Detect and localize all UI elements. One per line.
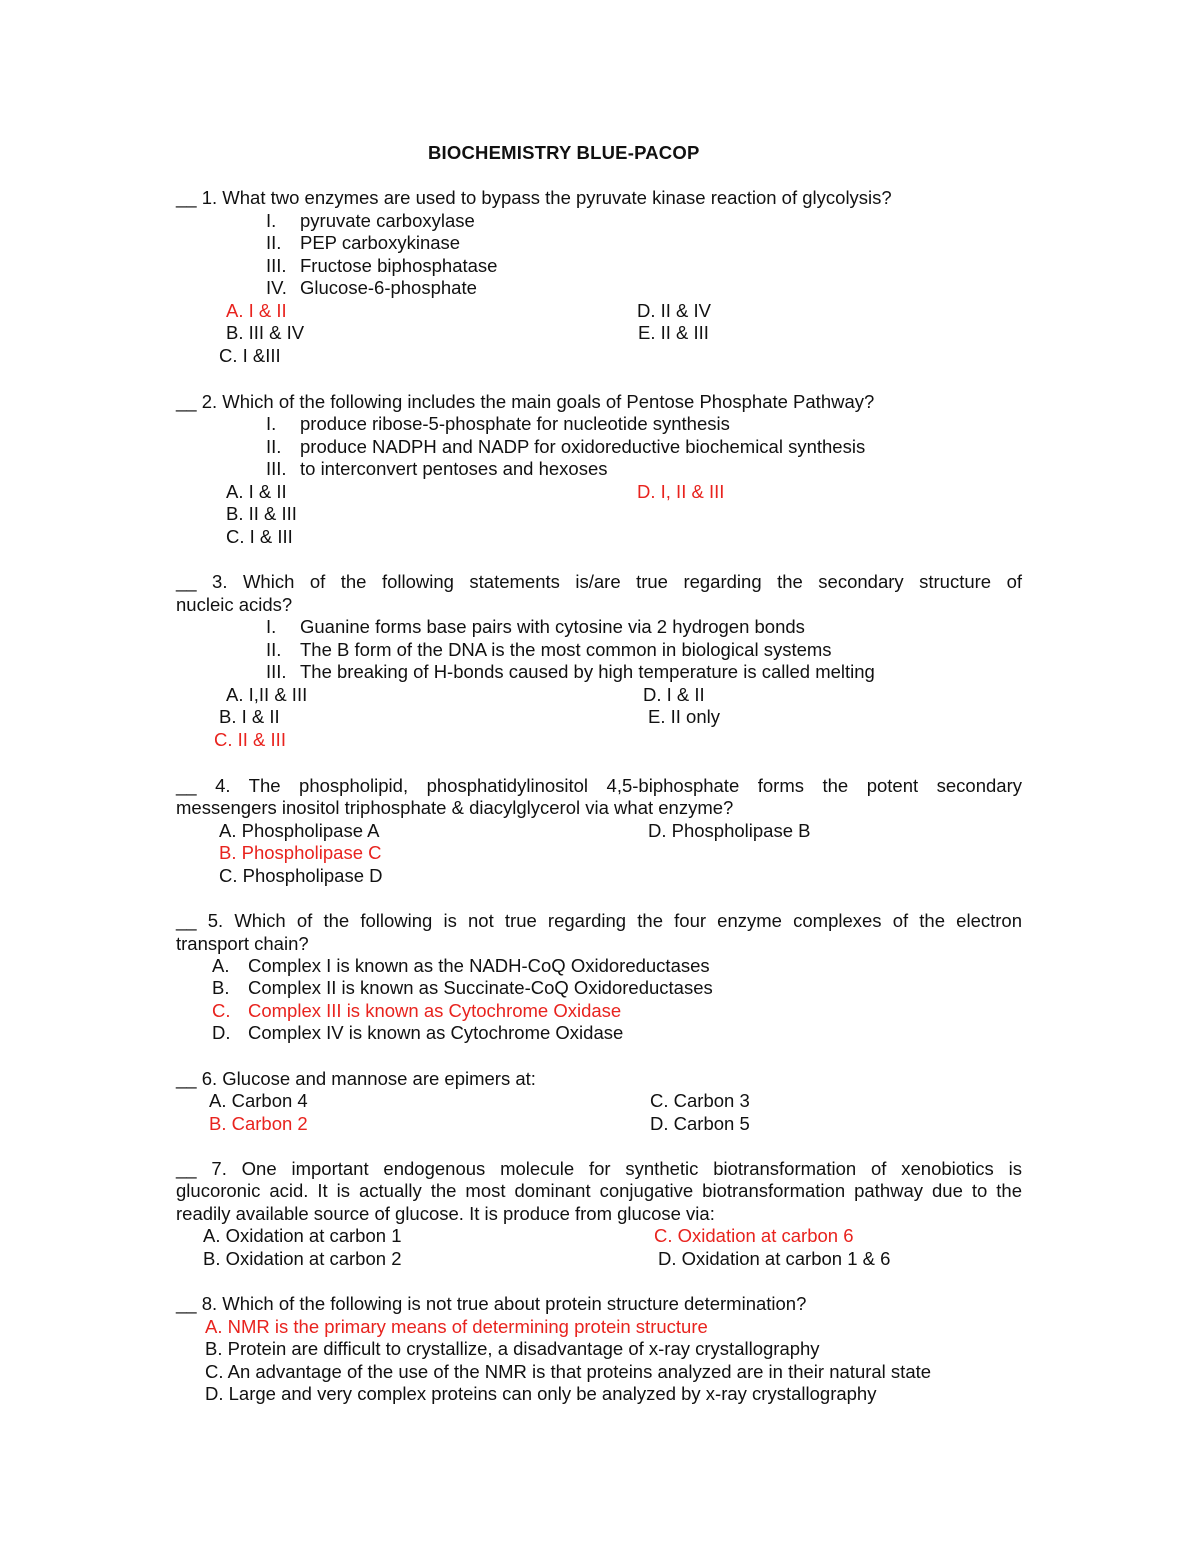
answer-choice: B. Oxidation at carbon 2: [203, 1248, 402, 1269]
answer-choice-correct: A. I & II: [226, 300, 287, 321]
roman-numeral: IV.: [266, 277, 287, 298]
option-text: Complex II is known as Succinate-CoQ Oxidoreductases: [248, 977, 713, 998]
answer-choice: C. Carbon 3: [650, 1090, 750, 1111]
question-4-text-line: messengers inositol triphosphate & diacylglycerol via what enzyme?: [176, 797, 734, 818]
answer-choice: C. I &III: [219, 345, 281, 366]
answer-choice: E. II only: [648, 706, 720, 727]
question-3-item: [266, 661, 875, 683]
answer-option: B. Protein are difficult to crystallize, a disadvantage of x-ray crystallography: [205, 1338, 820, 1359]
answer-choice: D. II & IV: [637, 300, 712, 321]
option-letter: C.: [212, 1000, 231, 1021]
answer-choice: A. I,II & III: [226, 684, 308, 705]
answer-choice: D. Phospholipase B: [648, 820, 811, 841]
roman-numeral: II.: [266, 232, 282, 253]
question-3-item: [266, 639, 832, 661]
option-text: Complex I is known as the NADH-CoQ Oxidoreductases: [248, 955, 710, 976]
question-7-text-line: __ 7. One important endogenous molecule for synthetic biotransformation of xenobiotics is: [176, 1158, 1022, 1179]
roman-numeral: II.: [266, 639, 282, 660]
answer-choice-correct: C. Oxidation at carbon 6: [654, 1225, 854, 1246]
item-text: The B form of the DNA is the most common in biological systems: [300, 639, 832, 660]
question-3-text-line: nucleic acids?: [176, 594, 293, 615]
question-2-item: [266, 413, 730, 435]
roman-numeral: III.: [266, 255, 287, 276]
option-letter: D.: [212, 1022, 231, 1043]
question-1-item: [266, 232, 460, 254]
answer-choice-correct: D. I, II & III: [637, 481, 725, 502]
option-letter: B.: [212, 977, 230, 998]
answer-choice: D. I & II: [643, 684, 705, 705]
item-text: produce NADPH and NADP for oxidoreductive biochemical synthesis: [300, 436, 866, 457]
question-8-text: __ 8. Which of the following is not true about protein structure determination?: [176, 1293, 807, 1314]
answer-choice: A. Oxidation at carbon 1: [203, 1225, 402, 1246]
question-5-text-line: __ 5. Which of the following is not true regarding the four enzyme complexes of the electron: [176, 910, 1022, 931]
question-3-text-line: __ 3. Which of the following statements is/are true regarding the secondary structure of: [176, 571, 1022, 592]
answer-option-correct: A. NMR is the primary means of determining protein structure: [205, 1316, 708, 1337]
answer-choice: A. I & II: [226, 481, 287, 502]
answer-choice: D. Oxidation at carbon 1 & 6: [658, 1248, 891, 1269]
item-text: Guanine forms base pairs with cytosine via 2 hydrogen bonds: [300, 616, 805, 637]
item-text: PEP carboxykinase: [300, 232, 461, 253]
question-1-item: [266, 277, 477, 299]
answer-option: D. Large and very complex proteins can only be analyzed by x-ray crystallography: [205, 1383, 877, 1404]
roman-numeral: I.: [266, 616, 277, 637]
question-1-item: [266, 255, 497, 277]
option-text: Complex IV is known as Cytochrome Oxidase: [248, 1022, 624, 1043]
page-title: BIOCHEMISTRY BLUE-PACOP: [428, 142, 700, 163]
answer-choice: C. Phospholipase D: [219, 865, 383, 886]
question-1-text: __ 1. What two enzymes are used to bypass the pyruvate kinase reaction of glycolysis?: [176, 187, 892, 208]
roman-numeral: III.: [266, 661, 287, 682]
roman-numeral: I.: [266, 210, 277, 231]
answer-choice: C. I & III: [226, 526, 293, 547]
roman-numeral: I.: [266, 413, 277, 434]
question-2-item: [266, 436, 865, 458]
item-text: to interconvert pentoses and hexoses: [300, 458, 608, 479]
answer-choice-correct: B. Phospholipase C: [219, 842, 382, 863]
item-text: pyruvate carboxylase: [300, 210, 475, 231]
question-4-text-line: __ 4. The phospholipid, phosphatidylinositol 4,5-biphosphate forms the potent secondary: [176, 775, 1022, 796]
item-text: Fructose biphosphatase: [300, 255, 498, 276]
question-5-text-line: transport chain?: [176, 933, 309, 954]
answer-option: [212, 955, 710, 977]
roman-numeral: III.: [266, 458, 287, 479]
item-text: Glucose-6-phosphate: [300, 277, 477, 298]
item-text: The breaking of H-bonds caused by high temperature is called melting: [300, 661, 875, 682]
roman-numeral: II.: [266, 436, 282, 457]
question-1-item: [266, 210, 475, 232]
answer-choice: A. Carbon 4: [209, 1090, 308, 1111]
question-3-item: [266, 616, 805, 638]
answer-option: [212, 1022, 623, 1044]
question-6-text: __ 6. Glucose and mannose are epimers at:: [176, 1068, 536, 1089]
option-text: Complex III is known as Cytochrome Oxidase: [248, 1000, 622, 1021]
answer-option: [212, 977, 713, 999]
answer-choice: D. Carbon 5: [650, 1113, 750, 1134]
question-2-text: __ 2. Which of the following includes the main goals of Pentose Phosphate Pathway?: [176, 391, 875, 412]
option-letter: A.: [212, 955, 230, 976]
answer-choice: B. II & III: [226, 503, 297, 524]
question-2-item: [266, 458, 608, 480]
question-7-text-line: readily available source of glucose. It is produce from glucose via:: [176, 1203, 715, 1224]
answer-option-correct: [212, 1000, 621, 1022]
answer-choice-correct: B. Carbon 2: [209, 1113, 308, 1134]
answer-choice: E. II & III: [638, 322, 709, 343]
answer-choice: B. III & IV: [226, 322, 305, 343]
item-text: produce ribose-5-phosphate for nucleotide synthesis: [300, 413, 730, 434]
answer-choice: B. I & II: [219, 706, 280, 727]
answer-choice-correct: C. II & III: [214, 729, 286, 750]
answer-option: C. An advantage of the use of the NMR is that proteins analyzed are in their natural state: [205, 1361, 932, 1382]
answer-choice: A. Phospholipase A: [219, 820, 380, 841]
question-7-text-line: glucoronic acid. It is actually the most dominant conjugative biotransformation pathway due to the: [176, 1180, 1022, 1201]
